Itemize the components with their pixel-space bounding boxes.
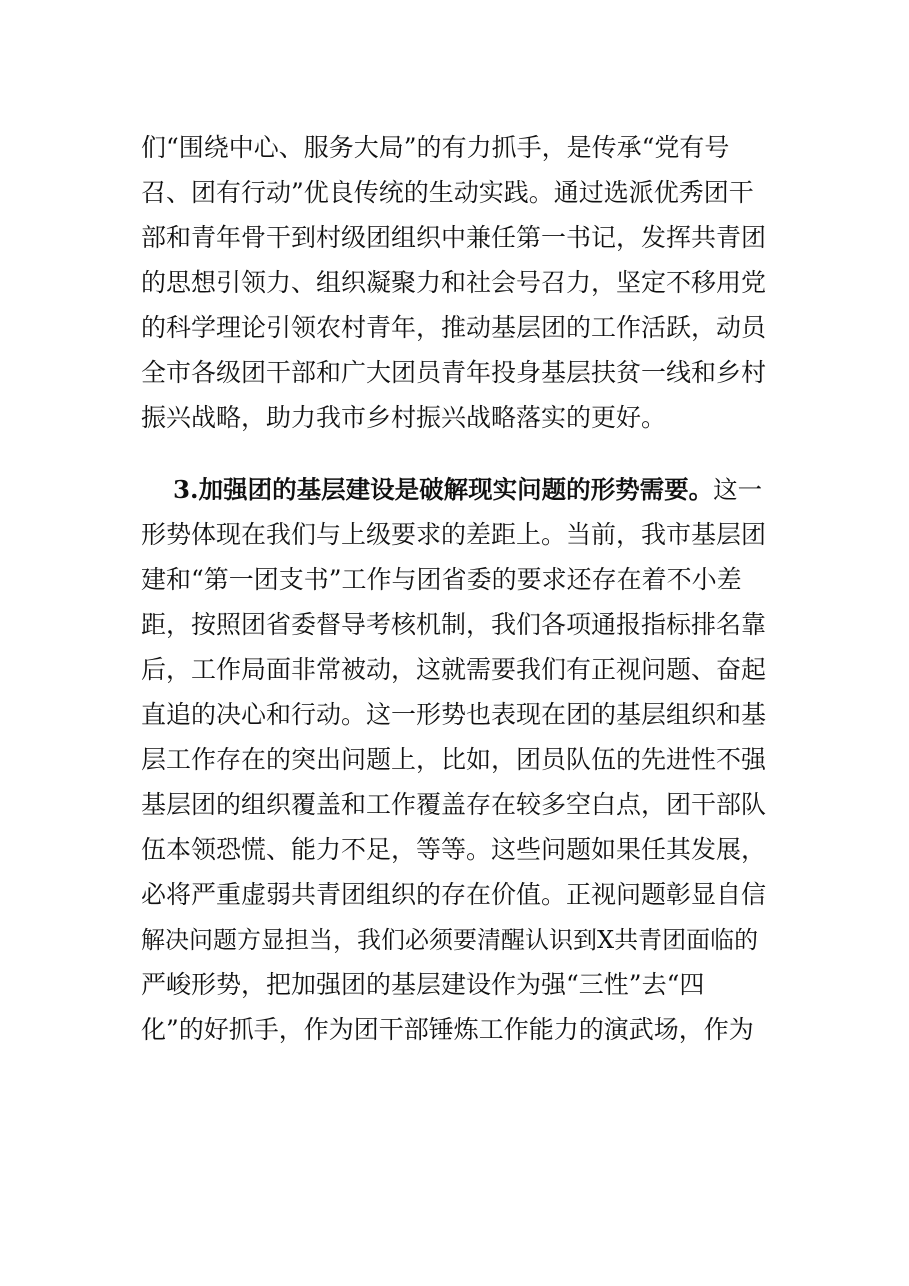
paragraph-line: 的科学理论引领农村青年，推动基层团的工作活跃，动员 <box>141 313 767 342</box>
paragraph-line: 形势体现在我们与上级要求的差距上。当前，我市基层团 <box>141 520 767 549</box>
paragraph-line: 振兴战略，助力我市乡村振兴战略落实的更好。 <box>141 403 667 432</box>
paragraph-line: 建和“第一团支书”工作与团省委的要求还存在着不小差 <box>141 565 742 594</box>
heading-tail-text: 这一 <box>713 475 763 504</box>
paragraph-line: 解决问题方显担当，我们必须要清醒认识到X共青团面临的 <box>141 926 759 954</box>
paragraph-line: 全市各级团干部和广大团员青年投身基层扶贫一线和乡村 <box>141 358 767 387</box>
paragraph-line: 基层团的组织覆盖和工作覆盖存在较多空白点，团干部队 <box>141 790 767 819</box>
paragraph-line: 必将严重虚弱共青团组织的存在价值。正视问题彰显自信 <box>141 880 767 909</box>
paragraph-line: 后，工作局面非常被动，这就需要我们有正视问题、奋起 <box>141 655 767 684</box>
paragraph-line: 召、团有行动”优良传统的生动实践。通过选派优秀团干 <box>141 178 754 207</box>
paragraph-heading-line <box>173 470 767 510</box>
paragraph-line: 伍本领恐慌、能力不足，等等。这些问题如果任其发展， <box>141 835 767 864</box>
paragraph-line: 的思想引领力、组织凝聚力和社会号召力，坚定不移用党 <box>141 268 767 297</box>
paragraph-line: 层工作存在的突出问题上，比如，团员队伍的先进性不强 <box>141 745 767 774</box>
section-heading: 3.加强团的基层建设是破解现实问题的形势需要。 <box>173 475 714 504</box>
paragraph-line: 距，按照团省委督导考核机制，我们各项通报指标排名靠 <box>141 610 767 639</box>
paragraph-line: 部和青年骨干到村级团组织中兼任第一书记，发挥共青团 <box>141 223 767 252</box>
paragraph-line: 直追的决心和行动。这一形势也表现在团的基层组织和基 <box>141 700 767 729</box>
paragraph-line: 化”的好抓手，作为团干部锤炼工作能力的演武场，作为 <box>141 1015 754 1044</box>
paragraph-line: 严峻形势，把加强团的基层建设作为强“三性”去“四 <box>141 970 705 999</box>
paragraph-line: 们“围绕中心、服务大局”的有力抓手，是传承“党有号 <box>141 133 730 162</box>
